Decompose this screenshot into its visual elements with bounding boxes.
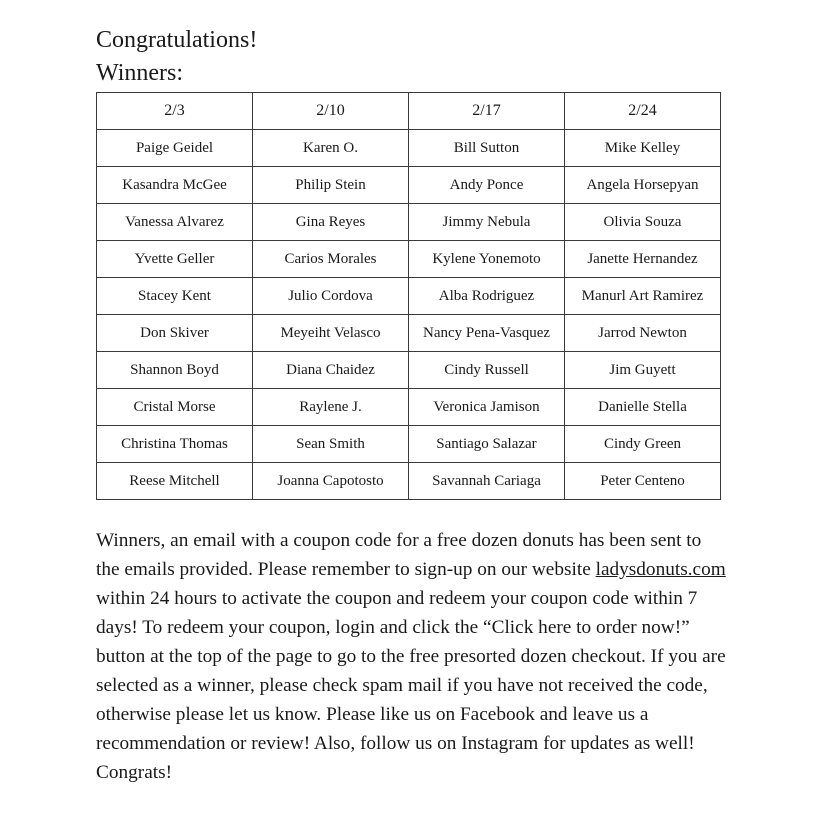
table-cell: Kylene Yonemoto <box>409 241 565 278</box>
table-cell: Sean Smith <box>253 426 409 463</box>
table-row <box>97 315 721 352</box>
table-row <box>97 241 721 278</box>
table-cell: Danielle Stella <box>565 389 721 426</box>
table-cell: Gina Reyes <box>253 204 409 241</box>
table-row <box>97 389 721 426</box>
table-cell: Reese Mitchell <box>97 463 253 500</box>
instructions-text-end: within 24 hours to activate the coupon and redeem your coupon code within 7 days! To redeem your coupon, login and click the “Click here to order now!” button at the top of the page to go to the free presorted dozen checkout. If you are selected as a winner, please check spam mail if you have not received the code, otherwise please let us know. Please like us on Facebook and leave us a recommendation or review! Also, follow us on Instagram for updates as well! Congrats! <box>96 588 726 783</box>
column-header: 2/24 <box>565 93 721 130</box>
table-row <box>97 352 721 389</box>
table-cell: Philip Stein <box>253 167 409 204</box>
winners-table <box>96 92 721 500</box>
table-cell: Vanessa Alvarez <box>97 204 253 241</box>
instructions-text-start: Winners, an email with a coupon code for a free dozen donuts has been sent to the emails provided. Please remember to sign-up on our website <box>96 530 702 580</box>
table-cell: Nancy Pena-Vasquez <box>409 315 565 352</box>
table-cell: Jimmy Nebula <box>409 204 565 241</box>
table-cell: Paige Geidel <box>97 130 253 167</box>
table-cell: Meyeiht Velasco <box>253 315 409 352</box>
column-header: 2/10 <box>253 93 409 130</box>
table-cell: Peter Centeno <box>565 463 721 500</box>
page-title: Congratulations! <box>96 27 258 53</box>
table-row <box>97 204 721 241</box>
table-cell: Alba Rodriguez <box>409 278 565 315</box>
table-cell: Stacey Kent <box>97 278 253 315</box>
table-row <box>97 278 721 315</box>
table-row <box>97 130 721 167</box>
table-row <box>97 167 721 204</box>
column-header: 2/17 <box>409 93 565 130</box>
table-cell: Cindy Russell <box>409 352 565 389</box>
table-cell: Julio Cordova <box>253 278 409 315</box>
table-cell: Savannah Cariaga <box>409 463 565 500</box>
table-cell: Yvette Geller <box>97 241 253 278</box>
website-link[interactable]: ladysdonuts.com <box>595 559 726 580</box>
table-cell: Karen O. <box>253 130 409 167</box>
table-header-row <box>97 93 721 130</box>
table-cell: Christina Thomas <box>97 426 253 463</box>
column-header: 2/3 <box>97 93 253 130</box>
table-cell: Shannon Boyd <box>97 352 253 389</box>
table-cell: Carios Morales <box>253 241 409 278</box>
winners-heading: Winners: <box>96 60 184 86</box>
table-cell: Cristal Morse <box>97 389 253 426</box>
table-cell: Cindy Green <box>565 426 721 463</box>
table-cell: Diana Chaidez <box>253 352 409 389</box>
winner-instructions <box>96 526 726 787</box>
table-cell: Andy Ponce <box>409 167 565 204</box>
table-cell: Angela Horsepyan <box>565 167 721 204</box>
table-cell: Raylene J. <box>253 389 409 426</box>
table-cell: Manurl Art Ramirez <box>565 278 721 315</box>
table-row <box>97 426 721 463</box>
table-cell: Santiago Salazar <box>409 426 565 463</box>
table-cell: Jim Guyett <box>565 352 721 389</box>
table-cell: Bill Sutton <box>409 130 565 167</box>
table-cell: Mike Kelley <box>565 130 721 167</box>
table-cell: Joanna Capotosto <box>253 463 409 500</box>
table-cell: Don Skiver <box>97 315 253 352</box>
table-cell: Veronica Jamison <box>409 389 565 426</box>
table-cell: Kasandra McGee <box>97 167 253 204</box>
table-cell: Jarrod Newton <box>565 315 721 352</box>
table-cell: Janette Hernandez <box>565 241 721 278</box>
table-row <box>97 463 721 500</box>
table-cell: Olivia Souza <box>565 204 721 241</box>
